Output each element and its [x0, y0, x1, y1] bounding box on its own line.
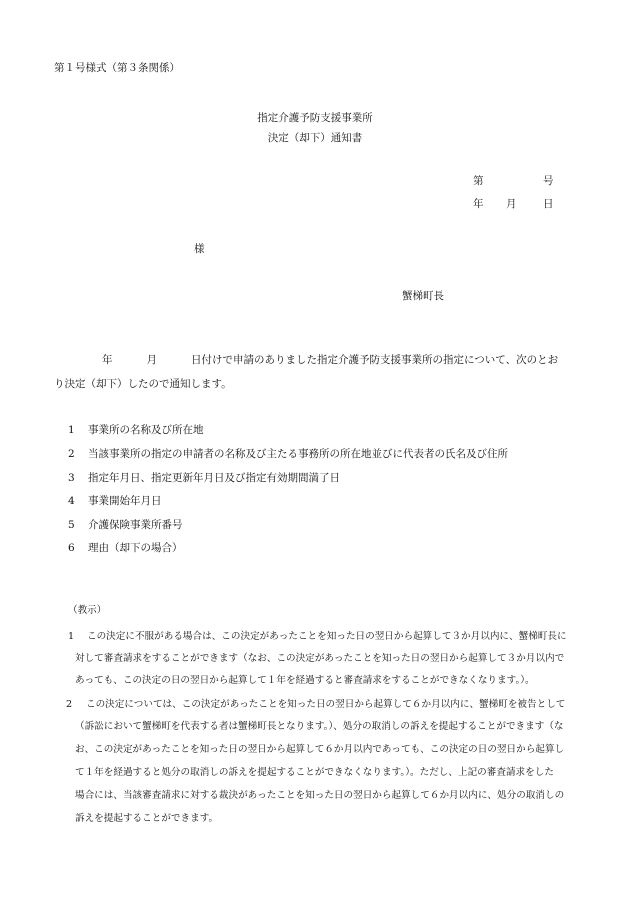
body-paragraph-line1 — [102, 352, 558, 367]
list-item-text: 指定年月日、指定更新年月日及び指定有効期間満了日 — [88, 472, 340, 484]
note-2-line: お、この決定があったことを知った日の翌日から起算して６か月以内であっても、この決定の日の翌日から起算し — [75, 744, 565, 755]
list-item-text: 当該事業所の指定の申請者の名称及び主たる事務所の所在地並びに代表者の氏名及び住所 — [88, 448, 508, 460]
notes-heading: （教示） — [68, 605, 107, 616]
document-title-line2: 決定（却下）通知書 — [267, 132, 363, 144]
note-2-line: て１年を経過すると処分の取消しの訴えを提起することができなくなります。）。ただし、上記の審査請求をした — [75, 767, 554, 778]
list-item — [68, 540, 183, 555]
note-number: 1 — [68, 631, 75, 642]
note-2-line — [66, 696, 565, 710]
list-item-text: 介護保険事業所番号 — [88, 519, 183, 531]
date-day-label: 日 — [543, 198, 554, 210]
list-item-text: 事業所の名称及び所在地 — [88, 424, 204, 436]
body-month-label: 月 — [146, 354, 157, 366]
list-item-number: 2 — [68, 448, 75, 460]
note-1-line: あっても、この決定の日の翌日から起算して１年を経過すると審査請求をすることができなくなります。）。 — [75, 675, 535, 686]
body-paragraph-line2: り決定（却下）したので通知します。 — [54, 378, 232, 390]
list-item-number: 4 — [68, 495, 75, 507]
list-item-text: 理由（却下の場合） — [88, 542, 183, 554]
note-number: 2 — [66, 699, 73, 710]
list-item — [68, 422, 204, 437]
recipient-honorific: 様 — [194, 243, 205, 255]
list-item — [68, 470, 340, 485]
list-item — [68, 493, 162, 508]
doc-number-suffix: 号 — [543, 175, 554, 187]
list-item-number: 1 — [68, 424, 75, 436]
note-text: この決定に不服がある場合は、この決定があったことを知った日の翌日から起算して３か月以内に、蟹梯町長に — [87, 631, 567, 642]
note-2-line: 訴えを提起することができます。 — [75, 813, 219, 824]
document-title-line1: 指定介護予防支援事業所 — [257, 112, 373, 124]
list-item-number: 5 — [68, 519, 75, 531]
list-item — [68, 517, 183, 532]
note-1-line: 対して審査請求をすることができます（なお、この決定があったことを知った日の翌日から起算して３か月以内で — [75, 653, 565, 664]
note-2-line: （訴訟において蟹梯町を代表する者は蟹梯町長となります。）、処分の取消しの訴えを提起することができます（な — [75, 721, 564, 732]
date-year-label: 年 — [473, 198, 484, 210]
list-item-number: 6 — [68, 542, 75, 554]
doc-number-prefix: 第 — [473, 175, 484, 187]
date-month-label: 月 — [506, 198, 517, 210]
note-text: この決定については、この決定があったことを知った日の翌日から起算して６か月以内に、蟹梯町を被告として — [86, 699, 566, 710]
list-item-number: 3 — [68, 472, 75, 484]
body-year-label: 年 — [102, 354, 113, 366]
body-text: 日付けで申請のありました指定介護予防支援事業所の指定について、次のとお — [191, 354, 559, 366]
list-item — [68, 446, 508, 461]
issuer-name: 蟹梯町長 — [402, 290, 444, 302]
note-1-line — [68, 628, 567, 642]
list-item-text: 事業開始年月日 — [88, 495, 162, 507]
note-2-line: 場合には、当該審査請求に対する裁決があったことを知った日の翌日から起算して６か月以内に、処分の取消しの — [75, 790, 565, 801]
form-number: 第１号様式（第３条関係） — [54, 62, 180, 74]
